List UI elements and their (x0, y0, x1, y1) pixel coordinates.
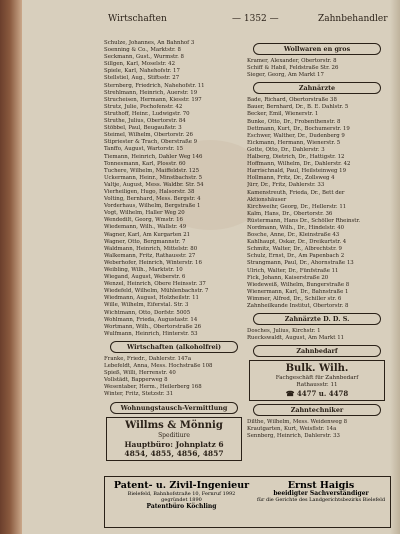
directory-entry: Wesentaber, Herm., Heilerberg 168 (104, 384, 202, 391)
directory-entry: Schulz, Ernst, Dr., Am Papenbach 2 (247, 253, 345, 260)
directory-entry: Tuchere, Wilhelm, Maiffeldstr. 125 (104, 167, 200, 174)
directory-entry: Wagner, Karl, Am Kurgarten 21 (104, 231, 191, 238)
bulk-phone: ☎ 4477 u. 4478 (285, 389, 349, 399)
directory-entry: Strangmann, Paul, Dr., Ahornstraße 13 (247, 260, 354, 267)
directory-entry: Wenzel, Heinrich, Obere Heinsstr. 37 (104, 281, 206, 288)
directory-entry: Tiemann, Heinrich, Dahler Weg 146 (104, 153, 203, 160)
directory-entry: Hollmann, Fritz, Dr., Zollsweg 4 (247, 175, 335, 182)
directory-entry: Gotte, Otto, Dr., Dahlerstr. 3 (247, 146, 325, 153)
haigis-line1: beeidigter Sachverständiger (273, 490, 369, 497)
directory-entry: Tonnesmann, Karl, Plosstr. 60 (104, 160, 186, 167)
header-right: Zahnbehandler (318, 14, 388, 24)
page-header (94, 10, 394, 30)
directory-entry: Dilthe, Wilhelm, Mess. Weidenweg 8 (247, 419, 348, 426)
directory-entry: Aktionshäuser (247, 196, 287, 203)
directory-entry: Strucheisen, Hermann, Kiesstr. 197 (104, 96, 202, 103)
directory-entry: Seckmann, Gust., Wurmstr. 8 (104, 54, 184, 61)
directory-entry: Vogt, Wilhelm, Haller Weg 20 (104, 210, 185, 217)
directory-entry: Spieß, Willi, Herrenstr. 40 (104, 370, 176, 377)
directory-entry: Kirchweihr, Georg, Dr., Hellerstr. 11 (247, 203, 347, 210)
right-column (247, 40, 387, 441)
directory-entry: Weberhofer, Heinrich, Winterstr. 16 (104, 259, 202, 266)
directory-entry: Wiegand, August, Weberstr. 6 (104, 274, 186, 281)
willms-phones: 4854, 4855, 4856, 4857 (124, 448, 224, 458)
directory-entry: Stöbbel, Paul, Beugaußstr. 3 (104, 125, 182, 132)
directory-entry: Volting, Bernhard, Mess. Bergstr. 4 (104, 196, 201, 203)
directory-entry: Schiff & Habil, Feldstraße Str. 26 (247, 65, 339, 72)
patent-line1: Bielefeld, Bahnhofstraße 10, Fernruf 1992 (127, 491, 236, 497)
directory-entry: Wienermann, Karl, Dr., Bahnstraße 1 (247, 288, 349, 295)
directory-entry: Schulze, Johannes, An Bahnhof 3 (104, 40, 195, 46)
wirtschaften-list (104, 40, 244, 338)
directory-entry: Vorderhaus, Wilhelm, Bergstraße 1 (104, 203, 201, 210)
directory-entry: Sennberg, Heinrich, Dahlerstr. 33 (247, 433, 340, 440)
directory-entry: Soenning & Co., Marktstr. 8 (104, 47, 181, 54)
alkoholfrei-list (104, 356, 244, 399)
wollwaren-list (247, 58, 387, 79)
directory-entry: Harrischnald, Paul, Heilsteinweg 19 (247, 168, 347, 175)
bulk-sub2: Rathausstr. 11 (296, 382, 338, 389)
directory-entry: Weibling, Wilh., Marktstr. 10 (104, 267, 183, 273)
patent-line3: Patentbüro Köchling (146, 502, 217, 510)
directory-entry: Stipriester & Trach, Oberstraße 9 (104, 139, 198, 146)
directory-entry: Winter, Fritz, Stetzstr. 31 (104, 391, 174, 398)
directory-entry: Halberg, Dietrich, Dr., Hattigstr. 12 (247, 154, 345, 161)
directory-entry: Nordmann, Wilh., Dr., Hindelstr. 40 (247, 224, 345, 231)
directory-entry: Bauer, Bernhard, Dr., B. E. Dahlstr. 5 (247, 104, 349, 111)
directory-entry: Bunke, Otto, Dr., Frobenthenstr. 8 (247, 118, 341, 125)
directory-entry: Eickmann, Hermann, Wienerstr. 5 (247, 139, 341, 146)
directory-entry: Strutz, Julie, Pochofenstr. 42 (104, 103, 183, 110)
patent-left-block (109, 480, 254, 510)
section-heading-zahnaerzte: Zahnärzte (253, 82, 381, 94)
directory-entry: Valtje, August, Mess. Waldbr. Str. 54 (104, 181, 204, 188)
section-heading-zahnaerzte-dds: Zahnärzte D. D. S. (253, 313, 381, 325)
directory-entry: Wagner, Otto, Bergmannstr. 7 (104, 238, 186, 245)
directory-entry: Wille, Wilhelm, Eiferstal. Str. 3 (104, 302, 189, 309)
directory-entry: Vierheiligen, Hugo, Halsorstr. 38 (104, 188, 195, 195)
zahntechniker-list (247, 419, 387, 440)
directory-entry: Wohlmann, Frieda, Augustastr. 14 (104, 316, 198, 323)
directory-entry: Wiedeweiß, Wilhelm, Bungerstraße 8 (247, 281, 350, 288)
directory-entry: Jürr, Dr., Fritz, Dahlerstr. 33 (247, 182, 325, 189)
section-heading-zahntechniker: Zahntechniker (253, 404, 381, 416)
willms-advertisement (106, 417, 242, 461)
directory-entry: Vollstädt, Bapperweg 8 (104, 377, 168, 384)
bulk-name: Bulk. Wilh. (285, 363, 349, 375)
directory-entry: Rüstermann, Hans Dr., Schöller Rheinstr. (247, 217, 361, 224)
directory-entry: Bade, Richard, Obertorstraße 38 (247, 97, 337, 104)
patent-line2: gegründet 1890 (161, 497, 202, 504)
directory-entry: Waldmann, Heinrich, Mittelstr. 80 (104, 245, 198, 252)
section-heading-alkoholfrei: Wirtschaften (alkoholfrei) (110, 341, 238, 353)
patent-title: Patent- u. Zivil-Ingenieur (113, 480, 250, 491)
header-left: Wirtschaften (108, 14, 167, 24)
directory-entry: Tanffo, August, Wartorstr. 15 (104, 146, 184, 153)
directory-entry: Franke, Friedr., Dahlerstr. 147a (104, 355, 192, 362)
directory-entry: Sieger, Georg, Am Markt 17 (247, 72, 324, 79)
directory-entry: Hoffmann, Wilhelm, Dr., Dahlerstr. 42 (247, 161, 351, 168)
directory-entry: Lebefeldt, Anna, Mess. Hochstraße 108 (104, 363, 213, 370)
haigis-block (255, 480, 387, 504)
directory-entry: Wulfmann, Heinrich, Hinterstr. 53 (104, 330, 198, 337)
directory-entry: Sternberg, Friedrich, Nahehofstr. 11 (104, 82, 205, 89)
directory-entry: Krautgarten, Kurt, Weisflstr. 14a (247, 426, 337, 433)
directory-entry: Eschwer, Walther, Dr., Dudenberg 9 (247, 132, 345, 139)
directory-entry: Steimel, Wilhelm, Obertorstr. 26 (104, 132, 193, 139)
bulk-sub1: Fachgeschäft für Zahnbedarf (275, 375, 359, 382)
directory-entry: Spiele, Karl, Nahehofstr. 17 (104, 68, 180, 75)
directory-entry: Wiedemann, Wilh., Wallstr. 49 (104, 224, 187, 231)
directory-entry: Sillgen, Karl, Moselstr. 42 (104, 61, 176, 68)
section-heading-wohnung: Wohnungstausch-Vermittlung (110, 402, 238, 414)
directory-entry: Strehlmann, Heinrich, Auerstr. 19 (104, 89, 198, 96)
haigis-name: Ernst Haigis (287, 480, 355, 491)
directory-entry: Kramer, Alexander, Obertorstr. 8 (247, 58, 337, 64)
section-heading-wollwaren: Wollwaren en gros (253, 43, 381, 55)
directory-entry: Becker, Emil, Wienerstr. 1 (247, 111, 319, 118)
willms-office: Hauptbüro: Johnplatz 6 (124, 439, 224, 449)
zahnaerzte-list (247, 97, 387, 310)
book-spine (0, 0, 22, 534)
bulk-advertisement (249, 360, 385, 401)
willms-name: Willms & Mönnig (125, 419, 223, 431)
directory-entry: Kalm, Hans, Dr., Obertorstr. 36 (247, 210, 333, 217)
patent-advertisement (104, 476, 391, 528)
directory-entry: Dettmann, Kurt, Dr., Bochumerstr. 19 (247, 125, 350, 132)
left-column (104, 40, 244, 464)
directory-entry: Kahlhaupt, Oskar, Dr., Dreikurtstr. 4 (247, 239, 347, 246)
directory-entry: Ulrich, Walter, Dr., Fünfstraße 11 (247, 267, 339, 274)
directory-entry: Dosches, Julius, Kirchstr. 1 (247, 328, 321, 335)
directory-entry: Stellstiel, Aug., Stiftsstr. 27 (104, 75, 180, 82)
dds-list (247, 328, 387, 342)
directory-entry: Rueckswaldt, August, Am Markt 11 (247, 335, 345, 342)
directory-entry: Struthe, Julius, Obertorstr. 84 (104, 118, 186, 125)
willms-sub: Speditiure (158, 431, 190, 439)
directory-entry: Bosche, Anne, Dr., Kleinstraße 43 (247, 232, 340, 239)
directory-entry: Schmitz, Walter, Dr., Albrechtstr. 9 (247, 246, 342, 253)
haigis-line2: für die Gerichte des Landgerichtsbezirks Bielefeld (256, 497, 386, 504)
directory-entry: Wiedefeld, Wilhelm, Mühlenbachstr. 7 (104, 288, 209, 295)
directory-entry: Wichtmann, Otto, Dorfstr. 5005 (104, 309, 191, 316)
directory-entry: Wimmer, Alfred, Dr., Schiller str. 6 (247, 295, 342, 302)
directory-entry: Zahnheilkunde Institut, Obertorstr. 8 (247, 303, 349, 309)
directory-entry: Walkemann, Fritz, Rathausstr. 27 (104, 252, 196, 259)
page-number: — 1352 — (232, 14, 279, 24)
page-edge (390, 0, 400, 534)
directory-entry: Wiedmann, August, Holzheilstr. 11 (104, 295, 199, 302)
directory-entry: Fick, Johann, Kaiserstraße 20 (247, 274, 329, 281)
section-heading-zahnbedarf: Zahnbedarf (253, 345, 381, 357)
directory-entry: Kamenstreuth, Frieda, Dr., Bett der (247, 189, 345, 196)
directory-entry: Uckermann, Heinr., Minstbachstr. 5 (104, 174, 203, 181)
directory-entry: Wortmann, Wilh., Obertorstraße 26 (104, 323, 202, 330)
directory-entry: Wendedilt, Georg, Wmstr. 16 (104, 217, 183, 224)
directory-entry: Struthoff, Heinr., Ludwigstr. 70 (104, 110, 190, 117)
